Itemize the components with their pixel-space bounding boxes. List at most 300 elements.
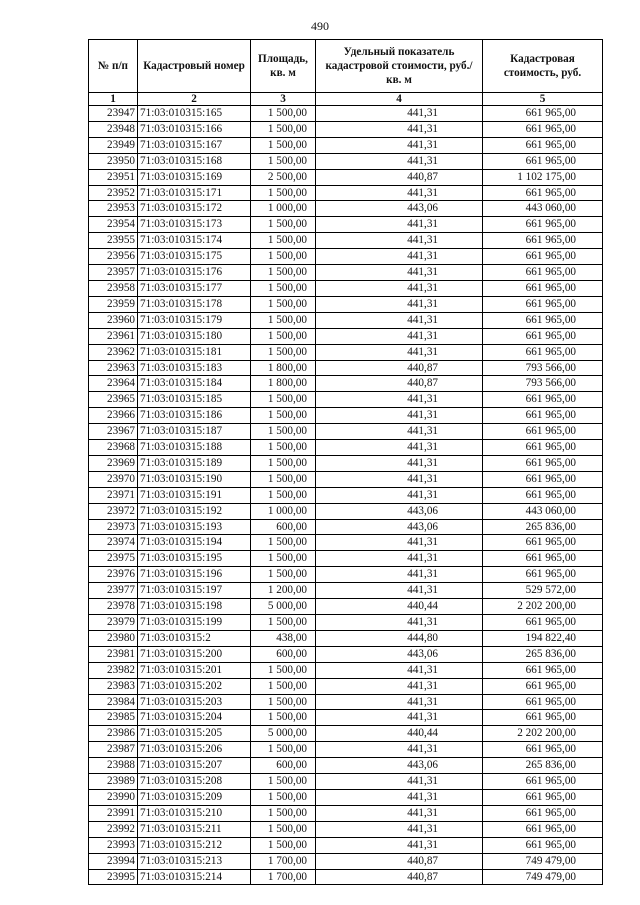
cadastral-number-cell: 71:03:010315:214 <box>138 869 251 885</box>
cadastral-number-cell: 71:03:010315:174 <box>138 233 251 249</box>
row-number-cell: 23990 <box>89 789 138 805</box>
table-row <box>89 551 603 567</box>
specific-value-cell: 441,31 <box>316 710 483 726</box>
table-row <box>89 789 603 805</box>
cadastral-value-cell: 661 965,00 <box>483 408 603 424</box>
cadastral-value-cell: 661 965,00 <box>483 296 603 312</box>
row-number-cell: 23982 <box>89 662 138 678</box>
specific-value-cell: 443,06 <box>316 646 483 662</box>
row-number-cell: 23974 <box>89 535 138 551</box>
specific-value-cell: 441,31 <box>316 344 483 360</box>
table-row <box>89 360 603 376</box>
specific-value-cell: 441,31 <box>316 805 483 821</box>
cadastral-value-cell: 661 965,00 <box>483 280 603 296</box>
specific-value-cell: 443,06 <box>316 519 483 535</box>
column-number: 3 <box>251 93 316 106</box>
specific-value-cell: 443,06 <box>316 758 483 774</box>
specific-value-cell: 441,31 <box>316 821 483 837</box>
column-number: 1 <box>89 93 138 106</box>
row-number-cell: 23950 <box>89 153 138 169</box>
cadastral-value-cell: 2 202 200,00 <box>483 726 603 742</box>
cadastral-value-cell: 661 965,00 <box>483 249 603 265</box>
cadastral-number-cell: 71:03:010315:171 <box>138 185 251 201</box>
table-row <box>89 726 603 742</box>
cadastral-number-cell: 71:03:010315:198 <box>138 599 251 615</box>
specific-value-cell: 441,31 <box>316 408 483 424</box>
area-cell: 1 500,00 <box>251 217 316 233</box>
cadastral-number-cell: 71:03:010315:193 <box>138 519 251 535</box>
cadastral-value-cell: 265 836,00 <box>483 758 603 774</box>
header-row-number: № п/п <box>89 40 138 93</box>
cadastral-number-cell: 71:03:010315:176 <box>138 265 251 281</box>
area-cell: 600,00 <box>251 758 316 774</box>
cadastral-number-cell: 71:03:010315:194 <box>138 535 251 551</box>
area-cell: 1 700,00 <box>251 869 316 885</box>
cadastral-value-cell: 661 965,00 <box>483 344 603 360</box>
table-row <box>89 503 603 519</box>
cadastral-value-cell: 793 566,00 <box>483 376 603 392</box>
row-number-cell: 23959 <box>89 296 138 312</box>
table-row <box>89 678 603 694</box>
column-number: 5 <box>483 93 603 106</box>
specific-value-cell: 441,31 <box>316 694 483 710</box>
area-cell: 1 500,00 <box>251 265 316 281</box>
row-number-cell: 23983 <box>89 678 138 694</box>
cadastral-number-cell: 71:03:010315:212 <box>138 837 251 853</box>
table-row <box>89 328 603 344</box>
area-cell: 5 000,00 <box>251 599 316 615</box>
area-cell: 1 500,00 <box>251 821 316 837</box>
row-number-cell: 23968 <box>89 440 138 456</box>
specific-value-cell: 440,87 <box>316 376 483 392</box>
specific-value-cell: 441,31 <box>316 121 483 137</box>
table-row <box>89 249 603 265</box>
table-row <box>89 344 603 360</box>
area-cell: 1 500,00 <box>251 424 316 440</box>
area-cell: 1 500,00 <box>251 789 316 805</box>
area-cell: 1 500,00 <box>251 344 316 360</box>
area-cell: 1 500,00 <box>251 440 316 456</box>
specific-value-cell: 441,31 <box>316 280 483 296</box>
row-number-cell: 23960 <box>89 312 138 328</box>
table-row <box>89 567 603 583</box>
table-row <box>89 376 603 392</box>
specific-value-cell: 441,31 <box>316 583 483 599</box>
specific-value-cell: 441,31 <box>316 137 483 153</box>
area-cell: 1 500,00 <box>251 774 316 790</box>
area-cell: 1 500,00 <box>251 678 316 694</box>
area-cell: 438,00 <box>251 630 316 646</box>
cadastral-number-cell: 71:03:010315:179 <box>138 312 251 328</box>
row-number-cell: 23978 <box>89 599 138 615</box>
table-row <box>89 805 603 821</box>
cadastral-value-cell: 265 836,00 <box>483 519 603 535</box>
header-specific-value: Удельный показатель кадастровой стоимости, руб./кв. м <box>316 40 483 93</box>
specific-value-cell: 440,87 <box>316 360 483 376</box>
row-number-cell: 23979 <box>89 615 138 631</box>
cadastral-value-cell: 661 965,00 <box>483 487 603 503</box>
row-number-cell: 23981 <box>89 646 138 662</box>
row-number-cell: 23961 <box>89 328 138 344</box>
cadastral-number-cell: 71:03:010315:177 <box>138 280 251 296</box>
area-cell: 2 500,00 <box>251 169 316 185</box>
area-cell: 5 000,00 <box>251 726 316 742</box>
cadastral-value-cell: 661 965,00 <box>483 106 603 122</box>
area-cell: 1 500,00 <box>251 153 316 169</box>
cadastral-value-cell: 265 836,00 <box>483 646 603 662</box>
area-cell: 1 500,00 <box>251 694 316 710</box>
table-row <box>89 265 603 281</box>
cadastral-number-cell: 71:03:010315:200 <box>138 646 251 662</box>
table-header-row <box>89 40 603 93</box>
cadastral-number-cell: 71:03:010315:199 <box>138 615 251 631</box>
area-cell: 1 500,00 <box>251 805 316 821</box>
table-row <box>89 646 603 662</box>
row-number-cell: 23995 <box>89 869 138 885</box>
header-cadastral-value: Кадастровая стоимость, руб. <box>483 40 603 93</box>
cadastral-value-cell: 661 965,00 <box>483 328 603 344</box>
cadastral-value-cell: 661 965,00 <box>483 233 603 249</box>
cadastral-number-cell: 71:03:010315:187 <box>138 424 251 440</box>
cadastral-number-cell: 71:03:010315:166 <box>138 121 251 137</box>
table-row <box>89 630 603 646</box>
cadastral-value-cell: 443 060,00 <box>483 503 603 519</box>
cadastral-value-cell: 661 965,00 <box>483 137 603 153</box>
area-cell: 1 500,00 <box>251 662 316 678</box>
specific-value-cell: 441,31 <box>316 837 483 853</box>
table-row <box>89 137 603 153</box>
row-number-cell: 23971 <box>89 487 138 503</box>
cadastral-number-cell: 71:03:010315:190 <box>138 471 251 487</box>
specific-value-cell: 440,87 <box>316 869 483 885</box>
table-row <box>89 408 603 424</box>
area-cell: 1 500,00 <box>251 312 316 328</box>
area-cell: 600,00 <box>251 646 316 662</box>
cadastral-value-cell: 661 965,00 <box>483 615 603 631</box>
area-cell: 1 000,00 <box>251 201 316 217</box>
cadastral-number-cell: 71:03:010315:167 <box>138 137 251 153</box>
row-number-cell: 23980 <box>89 630 138 646</box>
cadastral-value-cell: 661 965,00 <box>483 265 603 281</box>
cadastral-value-cell: 443 060,00 <box>483 201 603 217</box>
area-cell: 1 500,00 <box>251 471 316 487</box>
area-cell: 600,00 <box>251 519 316 535</box>
table-row <box>89 583 603 599</box>
table-row <box>89 153 603 169</box>
specific-value-cell: 441,31 <box>316 249 483 265</box>
row-number-cell: 23963 <box>89 360 138 376</box>
area-cell: 1 500,00 <box>251 615 316 631</box>
table-row <box>89 392 603 408</box>
table-row <box>89 519 603 535</box>
table-row <box>89 615 603 631</box>
cadastral-number-cell: 71:03:010315:197 <box>138 583 251 599</box>
row-number-cell: 23958 <box>89 280 138 296</box>
cadastral-number-cell: 71:03:010315:204 <box>138 710 251 726</box>
cadastral-number-cell: 71:03:010315:183 <box>138 360 251 376</box>
cadastral-number-cell: 71:03:010315:196 <box>138 567 251 583</box>
cadastral-number-cell: 71:03:010315:189 <box>138 455 251 471</box>
row-number-cell: 23966 <box>89 408 138 424</box>
cadastral-value-cell: 661 965,00 <box>483 805 603 821</box>
cadastral-number-cell: 71:03:010315:165 <box>138 106 251 122</box>
cadastral-value-cell: 1 102 175,00 <box>483 169 603 185</box>
specific-value-cell: 441,31 <box>316 678 483 694</box>
table-row <box>89 169 603 185</box>
table-row <box>89 201 603 217</box>
table-row <box>89 424 603 440</box>
area-cell: 1 500,00 <box>251 328 316 344</box>
row-number-cell: 23955 <box>89 233 138 249</box>
cadastral-value-cell: 2 202 200,00 <box>483 599 603 615</box>
cadastral-number-cell: 71:03:010315:202 <box>138 678 251 694</box>
specific-value-cell: 444,80 <box>316 630 483 646</box>
row-number-cell: 23962 <box>89 344 138 360</box>
page-number: 490 <box>311 19 329 33</box>
specific-value-cell: 441,31 <box>316 153 483 169</box>
cadastral-number-cell: 71:03:010315:181 <box>138 344 251 360</box>
area-cell: 1 500,00 <box>251 137 316 153</box>
specific-value-cell: 441,31 <box>316 217 483 233</box>
row-number-cell: 23952 <box>89 185 138 201</box>
specific-value-cell: 440,87 <box>316 853 483 869</box>
row-number-cell: 23984 <box>89 694 138 710</box>
cadastral-value-cell: 661 965,00 <box>483 440 603 456</box>
column-number: 4 <box>316 93 483 106</box>
area-cell: 1 500,00 <box>251 185 316 201</box>
specific-value-cell: 441,31 <box>316 312 483 328</box>
row-number-cell: 23972 <box>89 503 138 519</box>
row-number-cell: 23985 <box>89 710 138 726</box>
cadastral-value-cell: 793 566,00 <box>483 360 603 376</box>
table-row <box>89 440 603 456</box>
specific-value-cell: 441,31 <box>316 615 483 631</box>
cadastral-number-cell: 71:03:010315:175 <box>138 249 251 265</box>
table-body <box>89 106 603 885</box>
row-number-cell: 23993 <box>89 837 138 853</box>
row-number-cell: 23949 <box>89 137 138 153</box>
row-number-cell: 23986 <box>89 726 138 742</box>
specific-value-cell: 441,31 <box>316 535 483 551</box>
row-number-cell: 23956 <box>89 249 138 265</box>
cadastral-number-cell: 71:03:010315:168 <box>138 153 251 169</box>
table-row <box>89 869 603 885</box>
row-number-cell: 23976 <box>89 567 138 583</box>
area-cell: 1 500,00 <box>251 249 316 265</box>
header-area: Площадь, кв. м <box>251 40 316 93</box>
table-row <box>89 106 603 122</box>
cadastral-value-cell: 661 965,00 <box>483 694 603 710</box>
specific-value-cell: 440,44 <box>316 726 483 742</box>
cadastral-number-cell: 71:03:010315:195 <box>138 551 251 567</box>
area-cell: 1 500,00 <box>251 121 316 137</box>
row-number-cell: 23988 <box>89 758 138 774</box>
cadastral-value-cell: 661 965,00 <box>483 185 603 201</box>
area-cell: 1 800,00 <box>251 376 316 392</box>
specific-value-cell: 441,31 <box>316 471 483 487</box>
area-cell: 1 500,00 <box>251 408 316 424</box>
table-row <box>89 121 603 137</box>
table-row <box>89 774 603 790</box>
cadastral-value-cell: 194 822,40 <box>483 630 603 646</box>
table-row <box>89 217 603 233</box>
cadastral-value-cell: 661 965,00 <box>483 774 603 790</box>
table-row <box>89 471 603 487</box>
row-number-cell: 23989 <box>89 774 138 790</box>
cadastral-value-cell: 661 965,00 <box>483 662 603 678</box>
cadastral-number-cell: 71:03:010315:211 <box>138 821 251 837</box>
cadastral-number-cell: 71:03:010315:213 <box>138 853 251 869</box>
area-cell: 1 200,00 <box>251 583 316 599</box>
cadastral-value-cell: 661 965,00 <box>483 455 603 471</box>
cadastral-number-cell: 71:03:010315:201 <box>138 662 251 678</box>
cadastral-value-cell: 661 965,00 <box>483 312 603 328</box>
table-row <box>89 662 603 678</box>
row-number-cell: 23965 <box>89 392 138 408</box>
row-number-cell: 23951 <box>89 169 138 185</box>
area-cell: 1 500,00 <box>251 551 316 567</box>
cadastral-value-cell: 661 965,00 <box>483 678 603 694</box>
cadastral-number-cell: 71:03:010315:185 <box>138 392 251 408</box>
header-cadastral-number: Кадастровый номер <box>138 40 251 93</box>
cadastral-number-cell: 71:03:010315:186 <box>138 408 251 424</box>
table-row <box>89 742 603 758</box>
table-row <box>89 758 603 774</box>
specific-value-cell: 441,31 <box>316 662 483 678</box>
cadastral-number-cell: 71:03:010315:2 <box>138 630 251 646</box>
table-row <box>89 837 603 853</box>
area-cell: 1 500,00 <box>251 392 316 408</box>
cadastral-value-cell: 661 965,00 <box>483 742 603 758</box>
cadastral-number-cell: 71:03:010315:172 <box>138 201 251 217</box>
table-row <box>89 694 603 710</box>
cadastral-number-cell: 71:03:010315:188 <box>138 440 251 456</box>
row-number-cell: 23992 <box>89 821 138 837</box>
specific-value-cell: 441,31 <box>316 551 483 567</box>
column-number: 2 <box>138 93 251 106</box>
cadastral-number-cell: 71:03:010315:203 <box>138 694 251 710</box>
area-cell: 1 700,00 <box>251 853 316 869</box>
specific-value-cell: 440,87 <box>316 169 483 185</box>
cadastral-value-cell: 749 479,00 <box>483 853 603 869</box>
cadastral-number-cell: 71:03:010315:169 <box>138 169 251 185</box>
row-number-cell: 23954 <box>89 217 138 233</box>
cadastral-number-cell: 71:03:010315:180 <box>138 328 251 344</box>
specific-value-cell: 441,31 <box>316 424 483 440</box>
table-row <box>89 535 603 551</box>
cadastral-value-cell: 661 965,00 <box>483 121 603 137</box>
cadastral-number-cell: 71:03:010315:209 <box>138 789 251 805</box>
table-row <box>89 233 603 249</box>
specific-value-cell: 441,31 <box>316 742 483 758</box>
specific-value-cell: 441,31 <box>316 106 483 122</box>
area-cell: 1 500,00 <box>251 710 316 726</box>
cadastral-number-cell: 71:03:010315:173 <box>138 217 251 233</box>
cadastral-number-cell: 71:03:010315:184 <box>138 376 251 392</box>
specific-value-cell: 441,31 <box>316 392 483 408</box>
area-cell: 1 000,00 <box>251 503 316 519</box>
table-row <box>89 185 603 201</box>
specific-value-cell: 443,06 <box>316 201 483 217</box>
cadastral-value-cell: 661 965,00 <box>483 821 603 837</box>
cadastral-number-cell: 71:03:010315:207 <box>138 758 251 774</box>
row-number-cell: 23964 <box>89 376 138 392</box>
specific-value-cell: 441,31 <box>316 233 483 249</box>
row-number-cell: 23953 <box>89 201 138 217</box>
specific-value-cell: 440,44 <box>316 599 483 615</box>
cadastral-value-cell: 661 965,00 <box>483 567 603 583</box>
row-number-cell: 23957 <box>89 265 138 281</box>
cadastral-number-cell: 71:03:010315:208 <box>138 774 251 790</box>
cadastral-value-cell: 749 479,00 <box>483 869 603 885</box>
table-row <box>89 280 603 296</box>
table-row <box>89 487 603 503</box>
cadastral-value-cell: 661 965,00 <box>483 551 603 567</box>
cadastral-number-cell: 71:03:010315:192 <box>138 503 251 519</box>
row-number-cell: 23973 <box>89 519 138 535</box>
area-cell: 1 500,00 <box>251 837 316 853</box>
cadastral-value-cell: 661 965,00 <box>483 837 603 853</box>
cadastral-value-cell: 661 965,00 <box>483 392 603 408</box>
cadastral-number-cell: 71:03:010315:191 <box>138 487 251 503</box>
cadastral-number-cell: 71:03:010315:206 <box>138 742 251 758</box>
area-cell: 1 500,00 <box>251 296 316 312</box>
row-number-cell: 23967 <box>89 424 138 440</box>
row-number-cell: 23947 <box>89 106 138 122</box>
table-row <box>89 710 603 726</box>
row-number-cell: 23977 <box>89 583 138 599</box>
area-cell: 1 500,00 <box>251 567 316 583</box>
specific-value-cell: 441,31 <box>316 487 483 503</box>
row-number-cell: 23970 <box>89 471 138 487</box>
row-number-cell: 23969 <box>89 455 138 471</box>
row-number-cell: 23975 <box>89 551 138 567</box>
table-row <box>89 455 603 471</box>
cadastral-value-cell: 661 965,00 <box>483 424 603 440</box>
specific-value-cell: 441,31 <box>316 296 483 312</box>
column-number-row <box>89 93 603 106</box>
area-cell: 1 500,00 <box>251 233 316 249</box>
cadastral-number-cell: 71:03:010315:205 <box>138 726 251 742</box>
table-row <box>89 599 603 615</box>
table-row <box>89 296 603 312</box>
cadastral-value-cell: 661 965,00 <box>483 217 603 233</box>
specific-value-cell: 441,31 <box>316 455 483 471</box>
cadastral-value-cell: 661 965,00 <box>483 153 603 169</box>
area-cell: 1 800,00 <box>251 360 316 376</box>
cadastral-value-cell: 529 572,00 <box>483 583 603 599</box>
cadastral-value-table <box>88 39 603 885</box>
area-cell: 1 500,00 <box>251 106 316 122</box>
row-number-cell: 23994 <box>89 853 138 869</box>
specific-value-cell: 441,31 <box>316 440 483 456</box>
cadastral-number-cell: 71:03:010315:210 <box>138 805 251 821</box>
cadastral-number-cell: 71:03:010315:178 <box>138 296 251 312</box>
row-number-cell: 23987 <box>89 742 138 758</box>
specific-value-cell: 441,31 <box>316 774 483 790</box>
area-cell: 1 500,00 <box>251 742 316 758</box>
table-row <box>89 821 603 837</box>
specific-value-cell: 443,06 <box>316 503 483 519</box>
area-cell: 1 500,00 <box>251 455 316 471</box>
table-row <box>89 312 603 328</box>
specific-value-cell: 441,31 <box>316 789 483 805</box>
area-cell: 1 500,00 <box>251 280 316 296</box>
cadastral-value-cell: 661 965,00 <box>483 789 603 805</box>
row-number-cell: 23991 <box>89 805 138 821</box>
cadastral-value-cell: 661 965,00 <box>483 471 603 487</box>
specific-value-cell: 441,31 <box>316 567 483 583</box>
